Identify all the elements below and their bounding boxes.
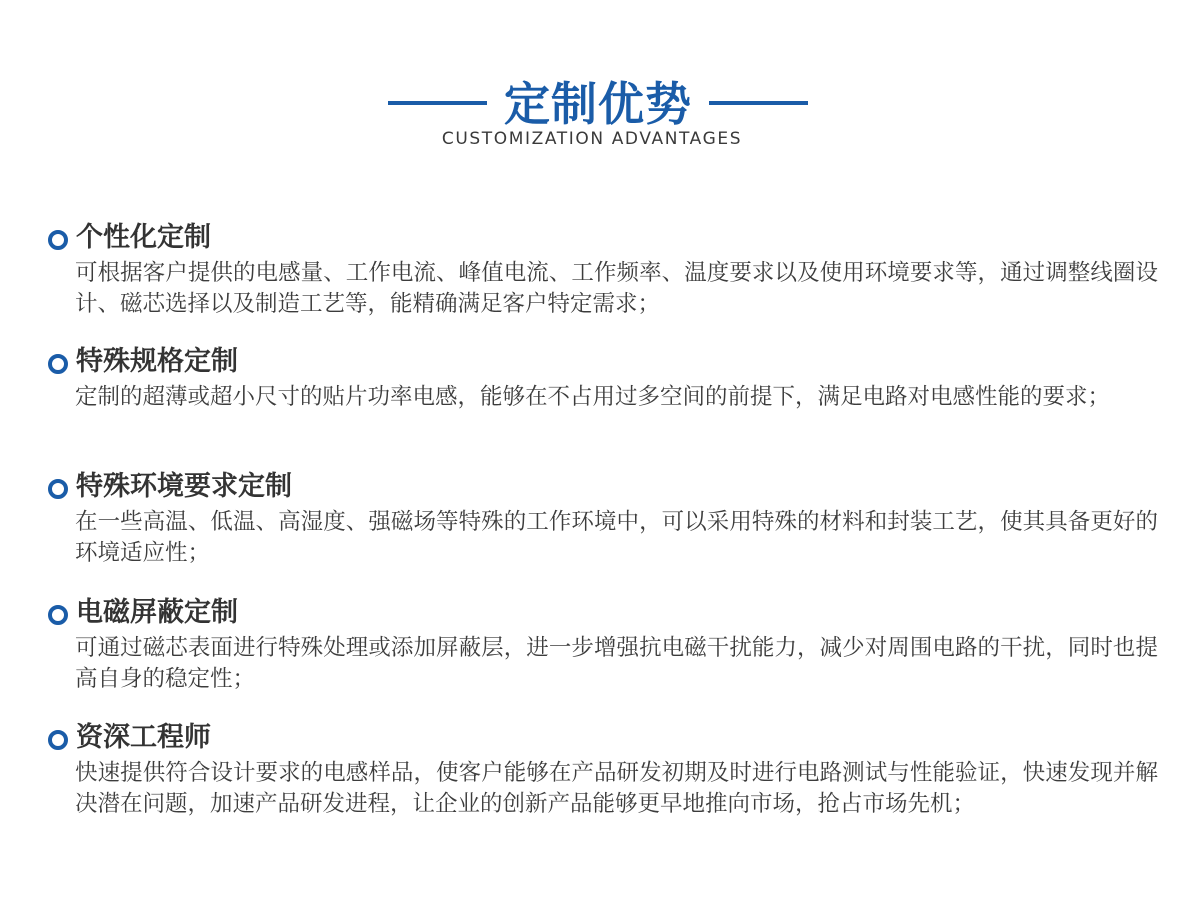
section-title: 电磁屏蔽定制 <box>76 597 238 628</box>
section-title: 个性化定制 <box>76 222 211 253</box>
section-title-row <box>48 722 1158 758</box>
section-title-row <box>48 222 1158 258</box>
section-body: 可通过磁芯表面进行特殊处理或添加屏蔽层，进一步增强抗电磁干扰能力，减少对周围电路的干扰，同时也提高自身的稳定性； <box>75 635 1158 692</box>
page-subtitle: CUSTOMIZATION ADVANTAGES <box>441 129 743 149</box>
section-title-row <box>48 471 1158 507</box>
section-body: 在一些高温、低温、高湿度、强磁场等特殊的工作环境中，可以采用特殊的材料和封装工艺，使其具备更好的环境适应性； <box>75 509 1158 566</box>
ring-bullet-icon <box>48 605 68 625</box>
section-body: 可根据客户提供的电感量、工作电流、峰值电流、工作频率、温度要求以及使用环境要求等，通过调整线圈设计、磁芯选择以及制造工艺等，能精确满足客户特定需求； <box>75 260 1158 317</box>
ring-bullet-icon <box>48 479 68 499</box>
title-rule-right <box>709 101 808 105</box>
section-personalized-customization <box>48 222 1158 320</box>
section-emi-shielding-customization <box>48 597 1158 695</box>
section-title: 特殊环境要求定制 <box>76 471 292 502</box>
section-title: 资深工程师 <box>76 722 211 753</box>
section-title-row <box>48 346 1158 382</box>
section-body: 快速提供符合设计要求的电感样品，使客户能够在产品研发初期及时进行电路测试与性能验证，快速发现并解决潜在问题，加速产品研发进程，让企业的创新产品能够更早地推向市场，抢占市场先机； <box>75 760 1158 817</box>
ring-bullet-icon <box>48 730 68 750</box>
page-header <box>0 72 1200 162</box>
section-special-spec-customization <box>48 346 1158 413</box>
section-body: 定制的超薄或超小尺寸的贴片功率电感，能够在不占用过多空间的前提下，满足电路对电感性能的要求； <box>75 384 1111 410</box>
section-senior-engineers <box>48 722 1158 820</box>
section-special-environment-customization <box>48 471 1158 569</box>
section-title: 特殊规格定制 <box>76 346 238 377</box>
page-title: 定制优势 <box>504 77 692 131</box>
title-rule-left <box>388 101 487 105</box>
section-title-row <box>48 597 1158 633</box>
ring-bullet-icon <box>48 354 68 374</box>
ring-bullet-icon <box>48 230 68 250</box>
